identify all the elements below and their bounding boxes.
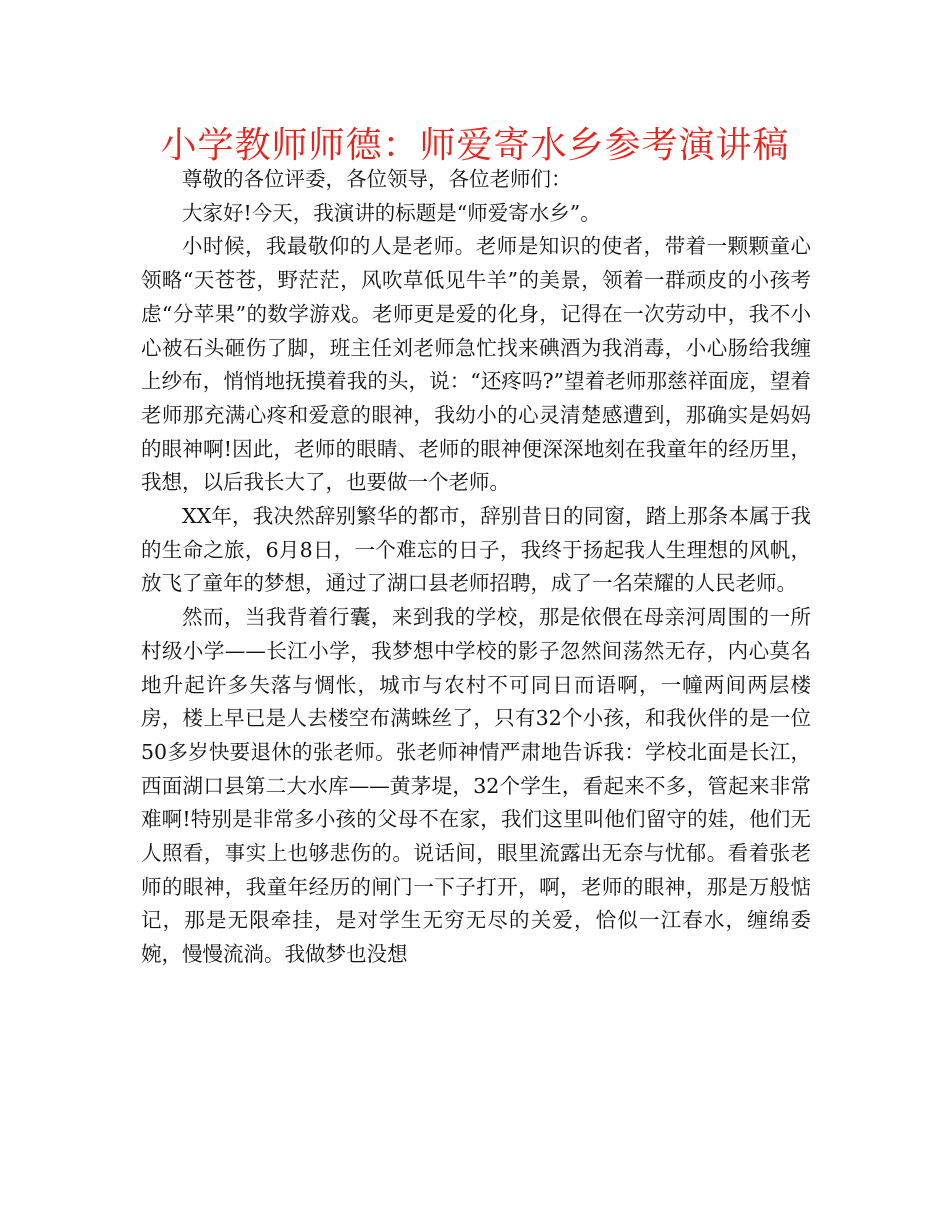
- paragraph-greeting: 尊敬的各位评委，各位领导，各位老师们：: [182, 167, 572, 191]
- document-title: 小学教师师德：师爱寄水乡参考演讲稿: [160, 125, 790, 166]
- document-body: [141, 163, 811, 972]
- paragraph-school-arrival: 然而，当我背着行囊，来到我的学校，那是依偎在母亲河周围的一所村级小学——长江小学，我梦想中学校的影子忽然间荡然无存，内心莫名地升起许多失落与惆怅，城市与农村不可同日而语啊，一幢两间两层楼房，楼上早已是人去楼空布满蛛丝了，只有32个小孩，和我伙伴的是一位50多岁快要退休的张老师。张老师神情严肃地告诉我：学校北面是长江，西面湖口县第二大水库——黄茅堤，32个学生，看起来不多，管起来非常难啊!特别是非常多小孩的父母不在家，我们这里叫他们留守的娃，他们无人照看，事实上也够悲伤的。说话间，眼里流露出无奈与忧郁。看着张老师的眼神，我童年经历的闸门一下子打开，啊，老师的眼神，那是万般惦记，那是无限牵挂，是对学生无穷无尽的关爱，恰似一江春水，缠绵委婉，慢慢流淌。我做梦也没想: [141, 605, 811, 967]
- paragraph-career-start: XX年，我决然辞别繁华的都市，辞别昔日的同窗，踏上那条本属于我的生命之旅，6月8日，一个难忘的日子，我终于扬起我人生理想的风帆，放飞了童年的梦想，通过了湖口县老师招聘，成了一名荣耀的人民老师。: [141, 504, 811, 596]
- paragraph-intro: 大家好!今天，我演讲的标题是“师爱寄水乡”。: [182, 200, 601, 225]
- paragraph-childhood: 小时候，我最敬仰的人是老师。老师是知识的使者，带着一颗颗童心领略“天苍苍，野茫茫，风吹草低见牛羊”的美景，领着一群顽皮的小孩考虑“分苹果”的数学游戏。老师更是爱的化身，记得在一次劳动中，我不小心被石头砸伤了脚，班主任刘老师急忙找来碘酒为我消毒，小心肠给我缠上纱布，悄悄地抚摸着我的头，说：“还疼吗?”望着老师那慈祥面庞，望着老师那充满心疼和爱意的眼神，我幼小的心灵清楚感遭到，那确实是妈妈的眼神啊!因此，老师的眼睛、老师的眼神便深深地刻在我童年的经历里，我想，以后我长大了，也要做一个老师。: [141, 234, 811, 495]
